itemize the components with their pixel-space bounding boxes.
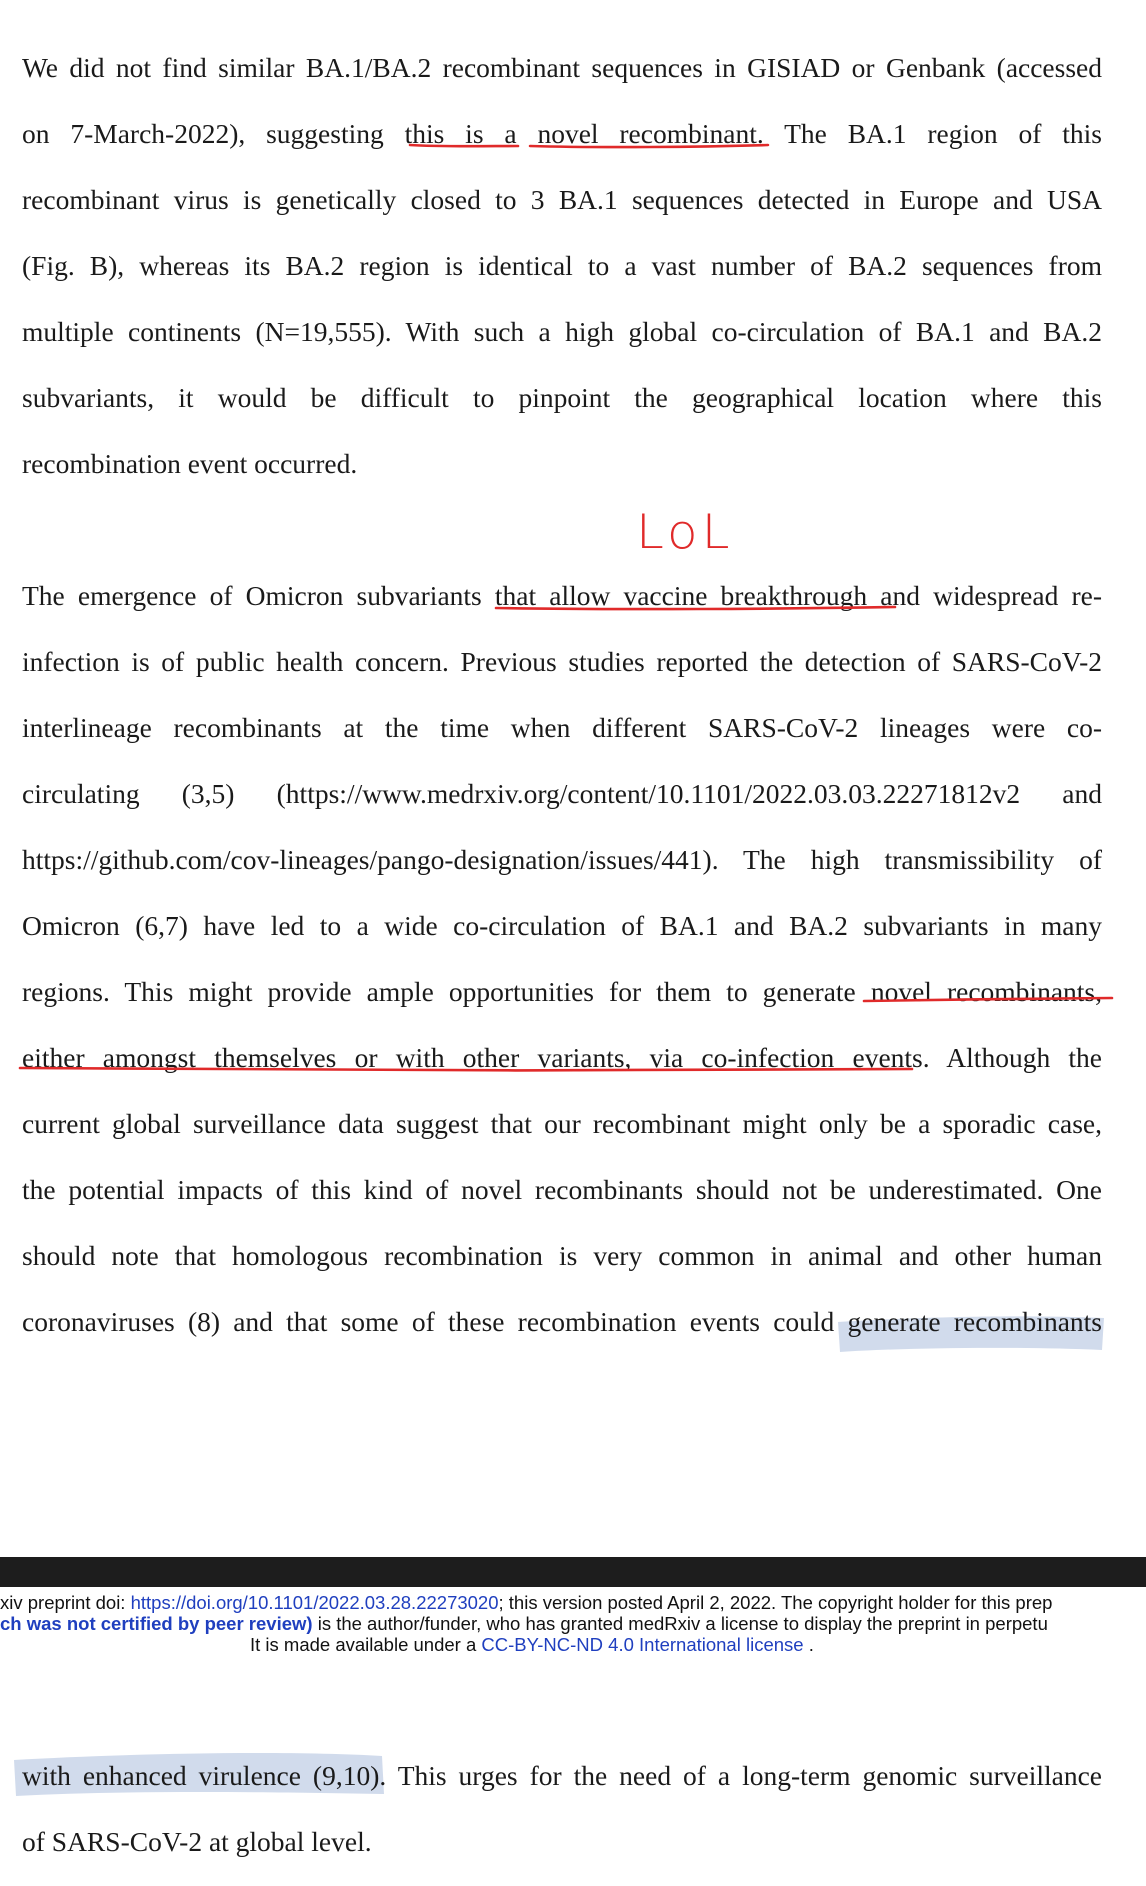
p2-line-1: The emergence of Omicron subvariants that allow vaccine breakthrough and widespread re- [22, 580, 1102, 611]
p2-line-4: circulating (3,5) (https://www.medrxiv.org/content/10.1101/2022.03.03.22271812v2 and [22, 778, 1102, 809]
p1-line-6: subvariants, it would be difficult to pinpoint the geographical location where this [22, 382, 1102, 413]
p2-line-5: https://github.com/cov-lineages/pango-designation/issues/441). The high transmissibility of [22, 844, 1102, 875]
page-break-banner [0, 1557, 1146, 1587]
notice-line-2-rest: is the author/funder, who has granted medRxiv a license to display the preprint in perpetu [312, 1613, 1048, 1634]
preprint-notice [0, 1593, 1146, 1663]
notice-line-1 [0, 1593, 1052, 1614]
p2-line-3: interlineage recombinants at the time when different SARS-CoV-2 lineages were co- [22, 712, 1102, 743]
p2-line-9: current global surveillance data suggest that our recombinant might only be a sporadic case, [22, 1108, 1102, 1139]
peer-review-notice: ch was not certified by peer review) [0, 1613, 313, 1634]
p2-line-12: coronaviruses (8) and that some of these recombination events could generate recombinants [22, 1306, 1102, 1337]
notice-line-1-prefix: xiv preprint doi: [0, 1593, 131, 1613]
p2-line-8: either amongst themselves or with other variants, via co-infection events. Although the [22, 1042, 1102, 1073]
notice-line-3 [250, 1635, 814, 1656]
p3-line-2: of SARS-CoV-2 at global level. [22, 1826, 372, 1857]
p3-line-1: with enhanced virulence (9,10). This urges for the need of a long-term genomic surveillance [22, 1760, 1102, 1791]
notice-line-3-prefix: It is made available under a [250, 1634, 482, 1655]
p1-line-2: on 7-March-2022), suggesting this is a novel recombinant. The BA.1 region of this [22, 118, 1102, 149]
notice-line-1-suffix: ; this version posted April 2, 2022. The copyright holder for this prep [498, 1593, 1053, 1613]
p2-line-6: Omicron (6,7) have led to a wide co-circulation of BA.1 and BA.2 subvariants in many [22, 910, 1102, 941]
p2-line-7: regions. This might provide ample opportunities for them to generate novel recombinants, [22, 976, 1102, 1007]
p1-line-7: recombination event occurred. [22, 448, 358, 479]
p2-line-2: infection is of public health concern. Previous studies reported the detection of SARS-CoV-2 [22, 646, 1102, 677]
p1-line-5: multiple continents (N=19,555). With such a high global co-circulation of BA.1 and BA.2 [22, 316, 1102, 347]
notice-line-2 [0, 1614, 1048, 1635]
handwritten-lol-note: LoL [636, 504, 734, 560]
doi-link[interactable]: https://doi.org/10.1101/2022.03.28.22273020 [130, 1593, 499, 1613]
notice-line-3-suffix: . [803, 1634, 814, 1655]
p2-line-11: should note that homologous recombination is very common in animal and other human [22, 1240, 1102, 1271]
p1-line-1: We did not find similar BA.1/BA.2 recombinant sequences in GISIAD or Genbank (accessed [22, 52, 1102, 83]
p1-line-4: (Fig. B), whereas its BA.2 region is identical to a vast number of BA.2 sequences from [22, 250, 1102, 281]
p1-line-3: recombinant virus is genetically closed to 3 BA.1 sequences detected in Europe and USA [22, 184, 1102, 215]
p2-line-10: the potential impacts of this kind of novel recombinants should not be underestimated. One [22, 1174, 1102, 1205]
license-link[interactable]: CC-BY-NC-ND 4.0 International license [481, 1634, 804, 1655]
